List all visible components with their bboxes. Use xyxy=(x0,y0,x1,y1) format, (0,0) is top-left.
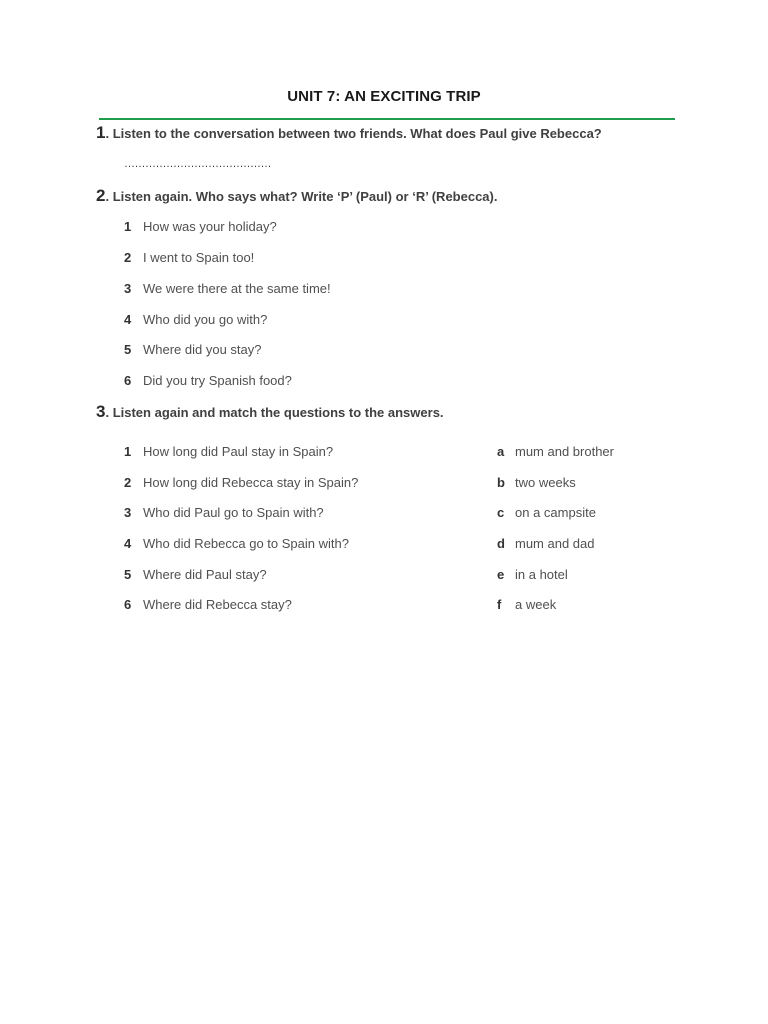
question-item: 6 Where did Rebecca stay? xyxy=(124,597,292,612)
section-3-instruction: . Listen again and match the questions to the answers. xyxy=(105,405,444,420)
answer-line: …………………………………… xyxy=(124,158,271,170)
answer-item: d mum and dad xyxy=(497,536,595,551)
section-2-instruction: . Listen again. Who says what? Write ‘P’ (Paul) or ‘R’ (Rebecca). xyxy=(105,189,498,204)
question-item: 2 How long did Rebecca stay in Spain? xyxy=(124,475,359,490)
list-item: 6 Did you try Spanish food? xyxy=(124,373,292,388)
answer-item: a mum and brother xyxy=(497,444,614,459)
section-1-instruction: . Listen to the conversation between two friends. What does Paul give Rebecca? xyxy=(105,126,602,141)
question-item: 4 Who did Rebecca go to Spain with? xyxy=(124,536,349,551)
question-item: 5 Where did Paul stay? xyxy=(124,567,267,582)
section-2-heading xyxy=(96,186,497,206)
section-1-heading xyxy=(96,123,602,143)
section-3-number: 3 xyxy=(96,402,106,421)
section-3-heading xyxy=(96,402,444,422)
page-title: UNIT 7: AN EXCITING TRIP xyxy=(287,88,481,105)
section-2-number: 2 xyxy=(96,186,106,205)
list-item: 3 We were there at the same time! xyxy=(124,281,331,296)
list-item: 2 I went to Spain too! xyxy=(124,250,255,265)
answer-item: b two weeks xyxy=(497,475,576,490)
list-item: 1 How was your holiday? xyxy=(124,219,277,234)
title-divider xyxy=(99,118,675,120)
list-item: 4 Who did you go with? xyxy=(124,312,268,327)
list-item: 5 Where did you stay? xyxy=(124,342,262,357)
answer-item: f a week xyxy=(497,597,557,612)
question-item: 1 How long did Paul stay in Spain? xyxy=(124,444,334,459)
answer-item: e in a hotel xyxy=(497,567,568,582)
answer-item: c on a campsite xyxy=(497,505,596,520)
question-item: 3 Who did Paul go to Spain with? xyxy=(124,505,324,520)
section-1-number: 1 xyxy=(96,123,106,142)
